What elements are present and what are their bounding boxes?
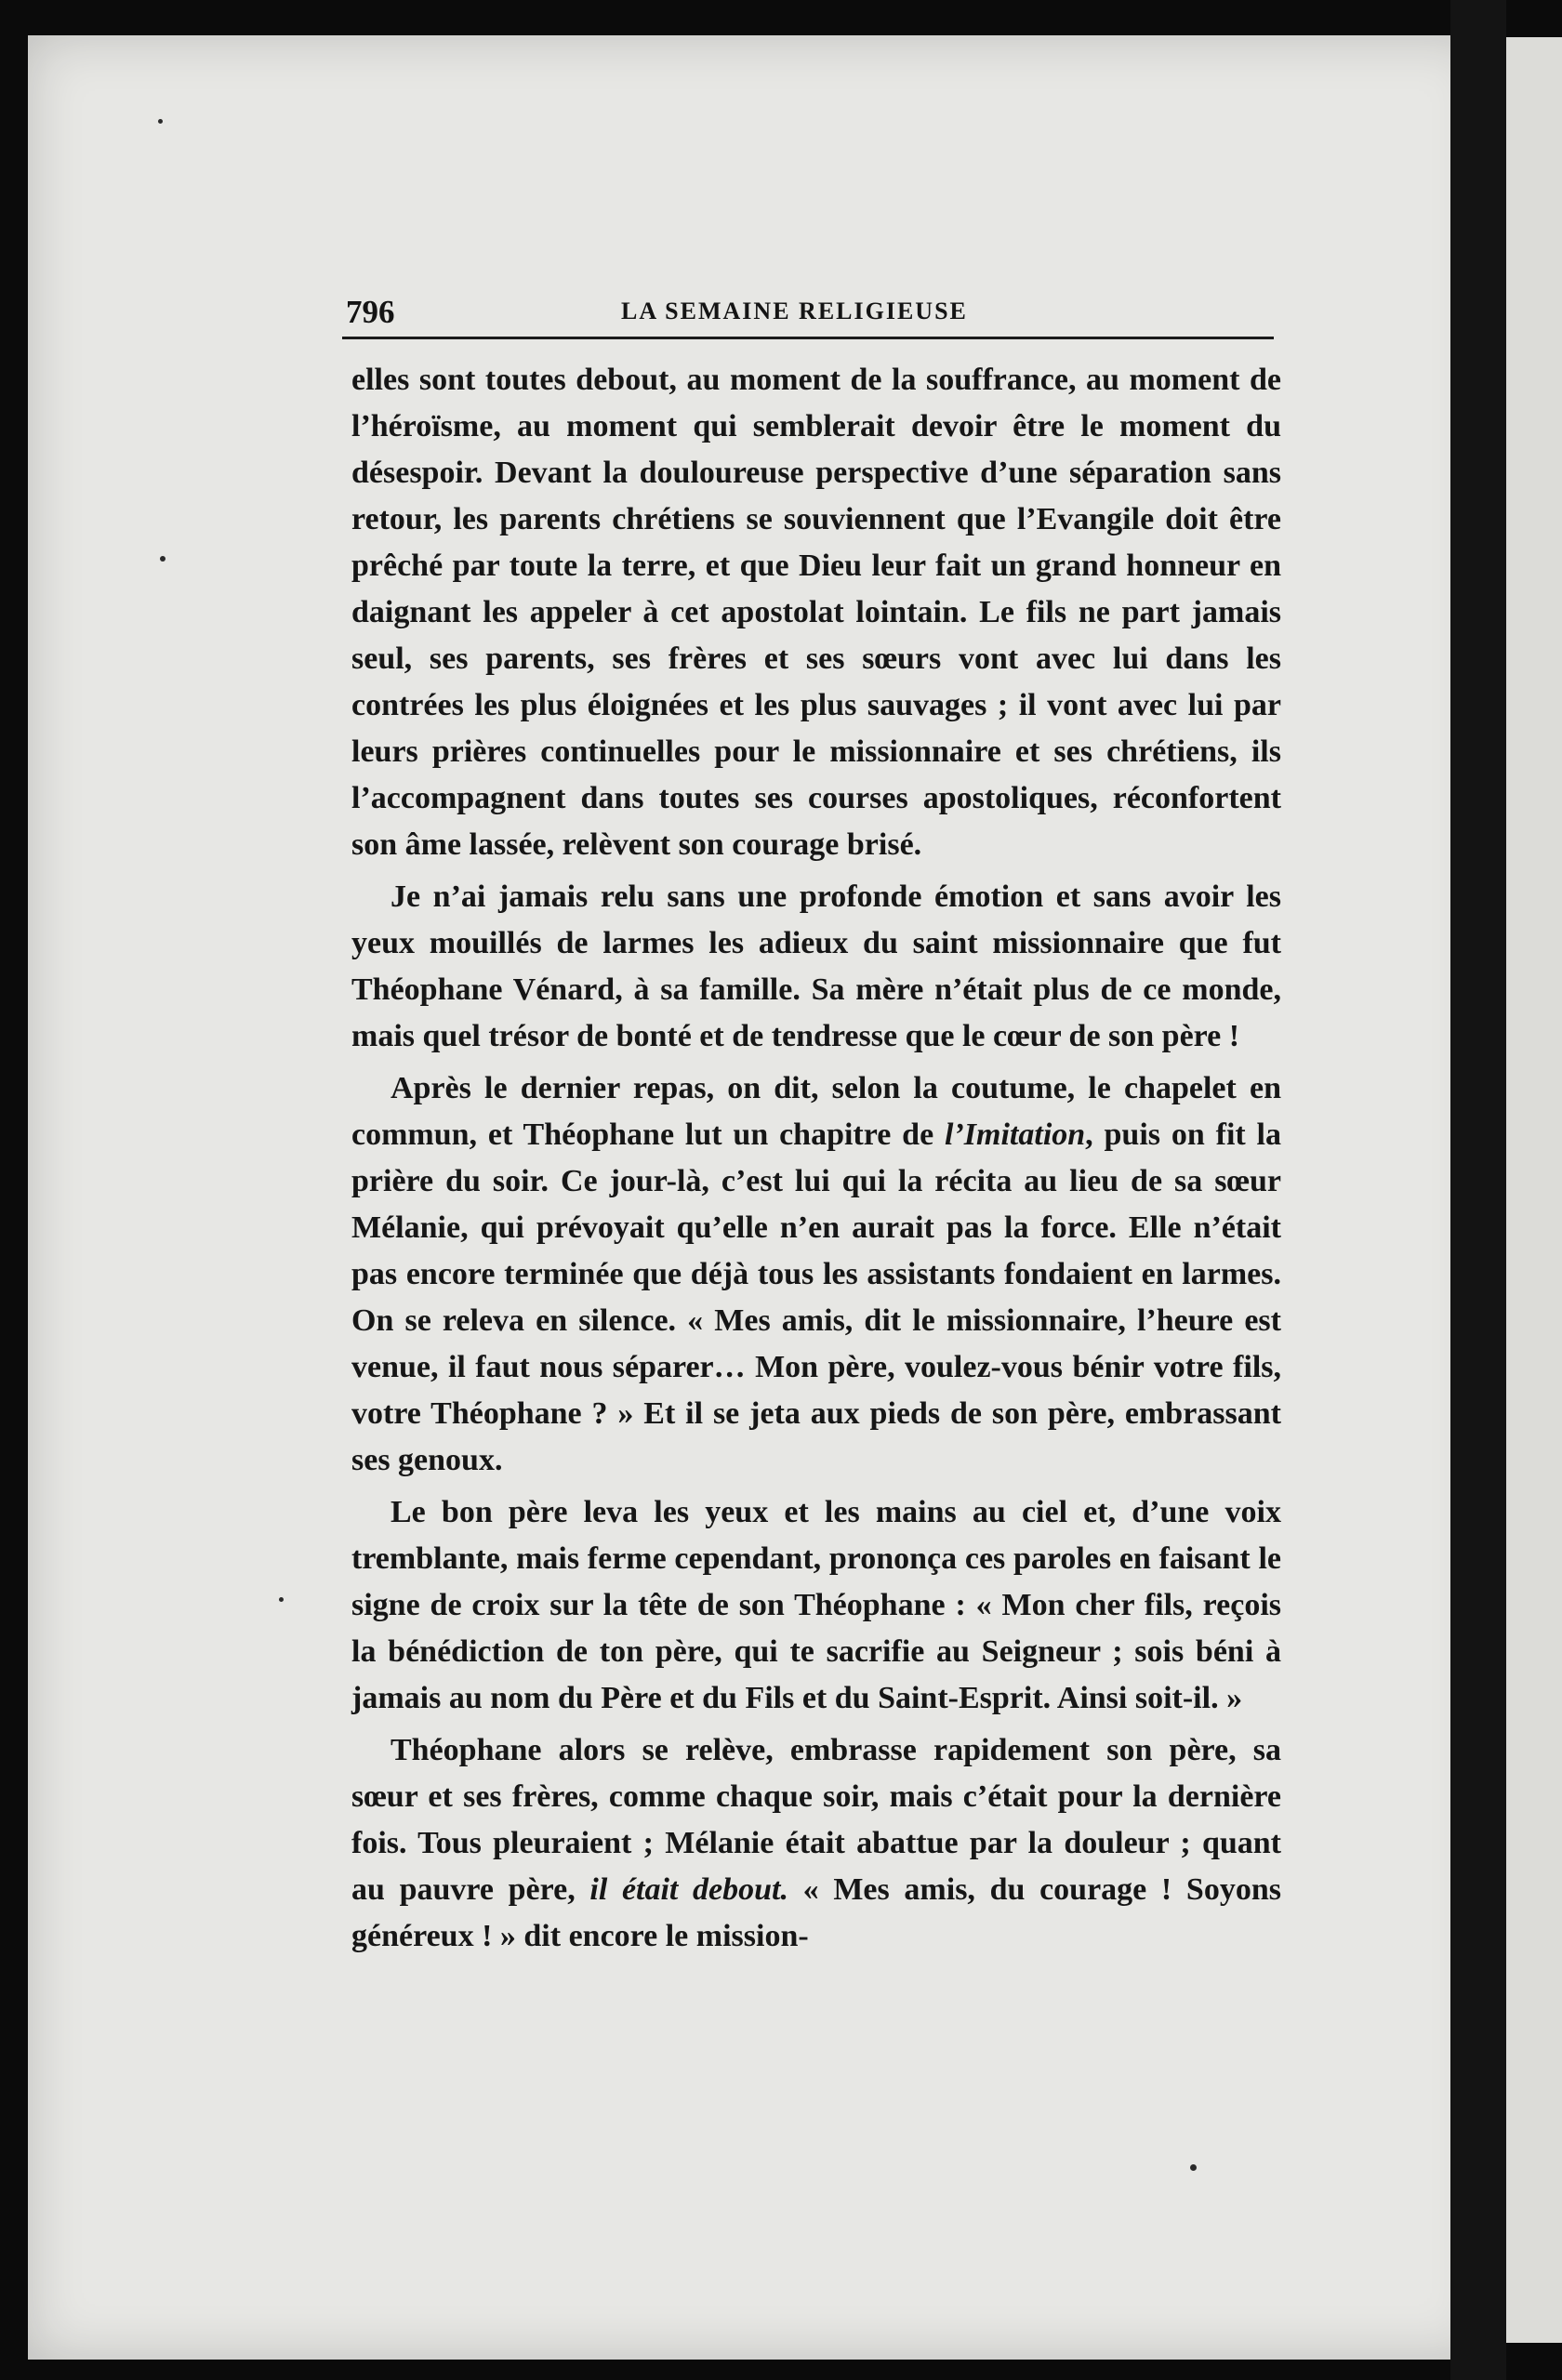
dust-speck bbox=[1190, 2164, 1197, 2171]
dust-speck bbox=[158, 119, 163, 124]
italic-phrase: il était debout. bbox=[589, 1872, 788, 1907]
header-rule bbox=[342, 337, 1274, 339]
paragraph: elles sont toutes debout, au moment de la souffrance, au moment de l’héroïsme, au moment qui semblerait devoir être le moment du désespoir. Devant la douloureuse perspective d’une séparation sans retour, les parents chrétiens se souviennent que l’Evangile doit être prêché par toute la terre, et que Dieu leur fait un grand honneur en daignant les appeler à cet apostolat lointain. Le fils ne part jamais seul, ses parents, ses frères et ses sœurs vont avec lui dans les contrées les plus éloignées et les plus sauvages ; il vont avec lui par leurs prières continuelles pour le missionnaire et ses chrétiens, ils l’accompagnent dans toutes ses courses apostoliques, réconfortent son âme lassée, relèvent son courage brisé. bbox=[351, 363, 1281, 862]
body-text bbox=[351, 357, 1281, 1965]
paragraph bbox=[351, 1727, 1281, 1960]
page-number: 796 bbox=[346, 294, 395, 330]
page-header bbox=[342, 290, 1274, 335]
adjacent-page-edge bbox=[1506, 37, 1562, 2343]
dust-speck bbox=[279, 1597, 284, 1602]
running-title: LA SEMAINE RELIGIEUSE bbox=[621, 298, 968, 324]
italic-title: l’Imitation bbox=[945, 1117, 1086, 1152]
paragraph-text: , puis on fit la prière du soir. Ce jour-là, c’est lui qui la récita au lieu de sa sœur Mélanie, qui prévoyait qu’elle n’en aurait pas la force. Elle n’était pas encore terminée que déjà tous les assistants fondaient en larmes. On se releva en silence. « Mes amis, dit le missionnaire, l’heure est venue, il faut nous séparer… Mon père, voulez-vous bénir votre fils, votre Théophane ? » Et il se jeta aux pieds de son père, embrassant ses genoux. bbox=[351, 1117, 1282, 1477]
paragraph-text: « Mes amis, du courage ! Soyons généreux ! » dit encore le mission- bbox=[351, 1872, 1281, 1953]
paragraph: Je n’ai jamais relu sans une profonde émotion et sans avoir les yeux mouillés de larmes les adieux du saint missionnaire que fut Théophane Vénard, à sa famille. Sa mère n’était plus de ce monde, mais quel trésor de bonté et de tendresse que le cœur de son père ! bbox=[351, 879, 1281, 1053]
paragraph-text: Théophane alors se relève, embrasse rapidement son père, sa sœur et ses frères, comme chaque soir, mais c’était pour la dernière fois. Tous pleuraient ; Mélanie était abattue par la douleur ; quant au pauvre père, bbox=[351, 1733, 1281, 1907]
paragraph bbox=[351, 1065, 1281, 1484]
dust-speck bbox=[160, 556, 165, 562]
book-gutter bbox=[1450, 0, 1506, 2380]
paragraph-text: Après le dernier repas, on dit, selon la coutume, le chapelet en commun, et Théophane lut un chapitre de bbox=[351, 1071, 1281, 1152]
paragraph: Le bon père leva les yeux et les mains au ciel et, d’une voix tremblante, mais ferme cependant, prononça ces paroles en faisant le signe de croix sur la tête de son Théophane : « Mon cher fils, reçois la bénédiction de ton père, qui te sacrifie au Seigneur ; sois béni à jamais au nom du Père et du Fils et du Saint-Esprit. Ainsi soit-il. » bbox=[351, 1495, 1281, 1715]
